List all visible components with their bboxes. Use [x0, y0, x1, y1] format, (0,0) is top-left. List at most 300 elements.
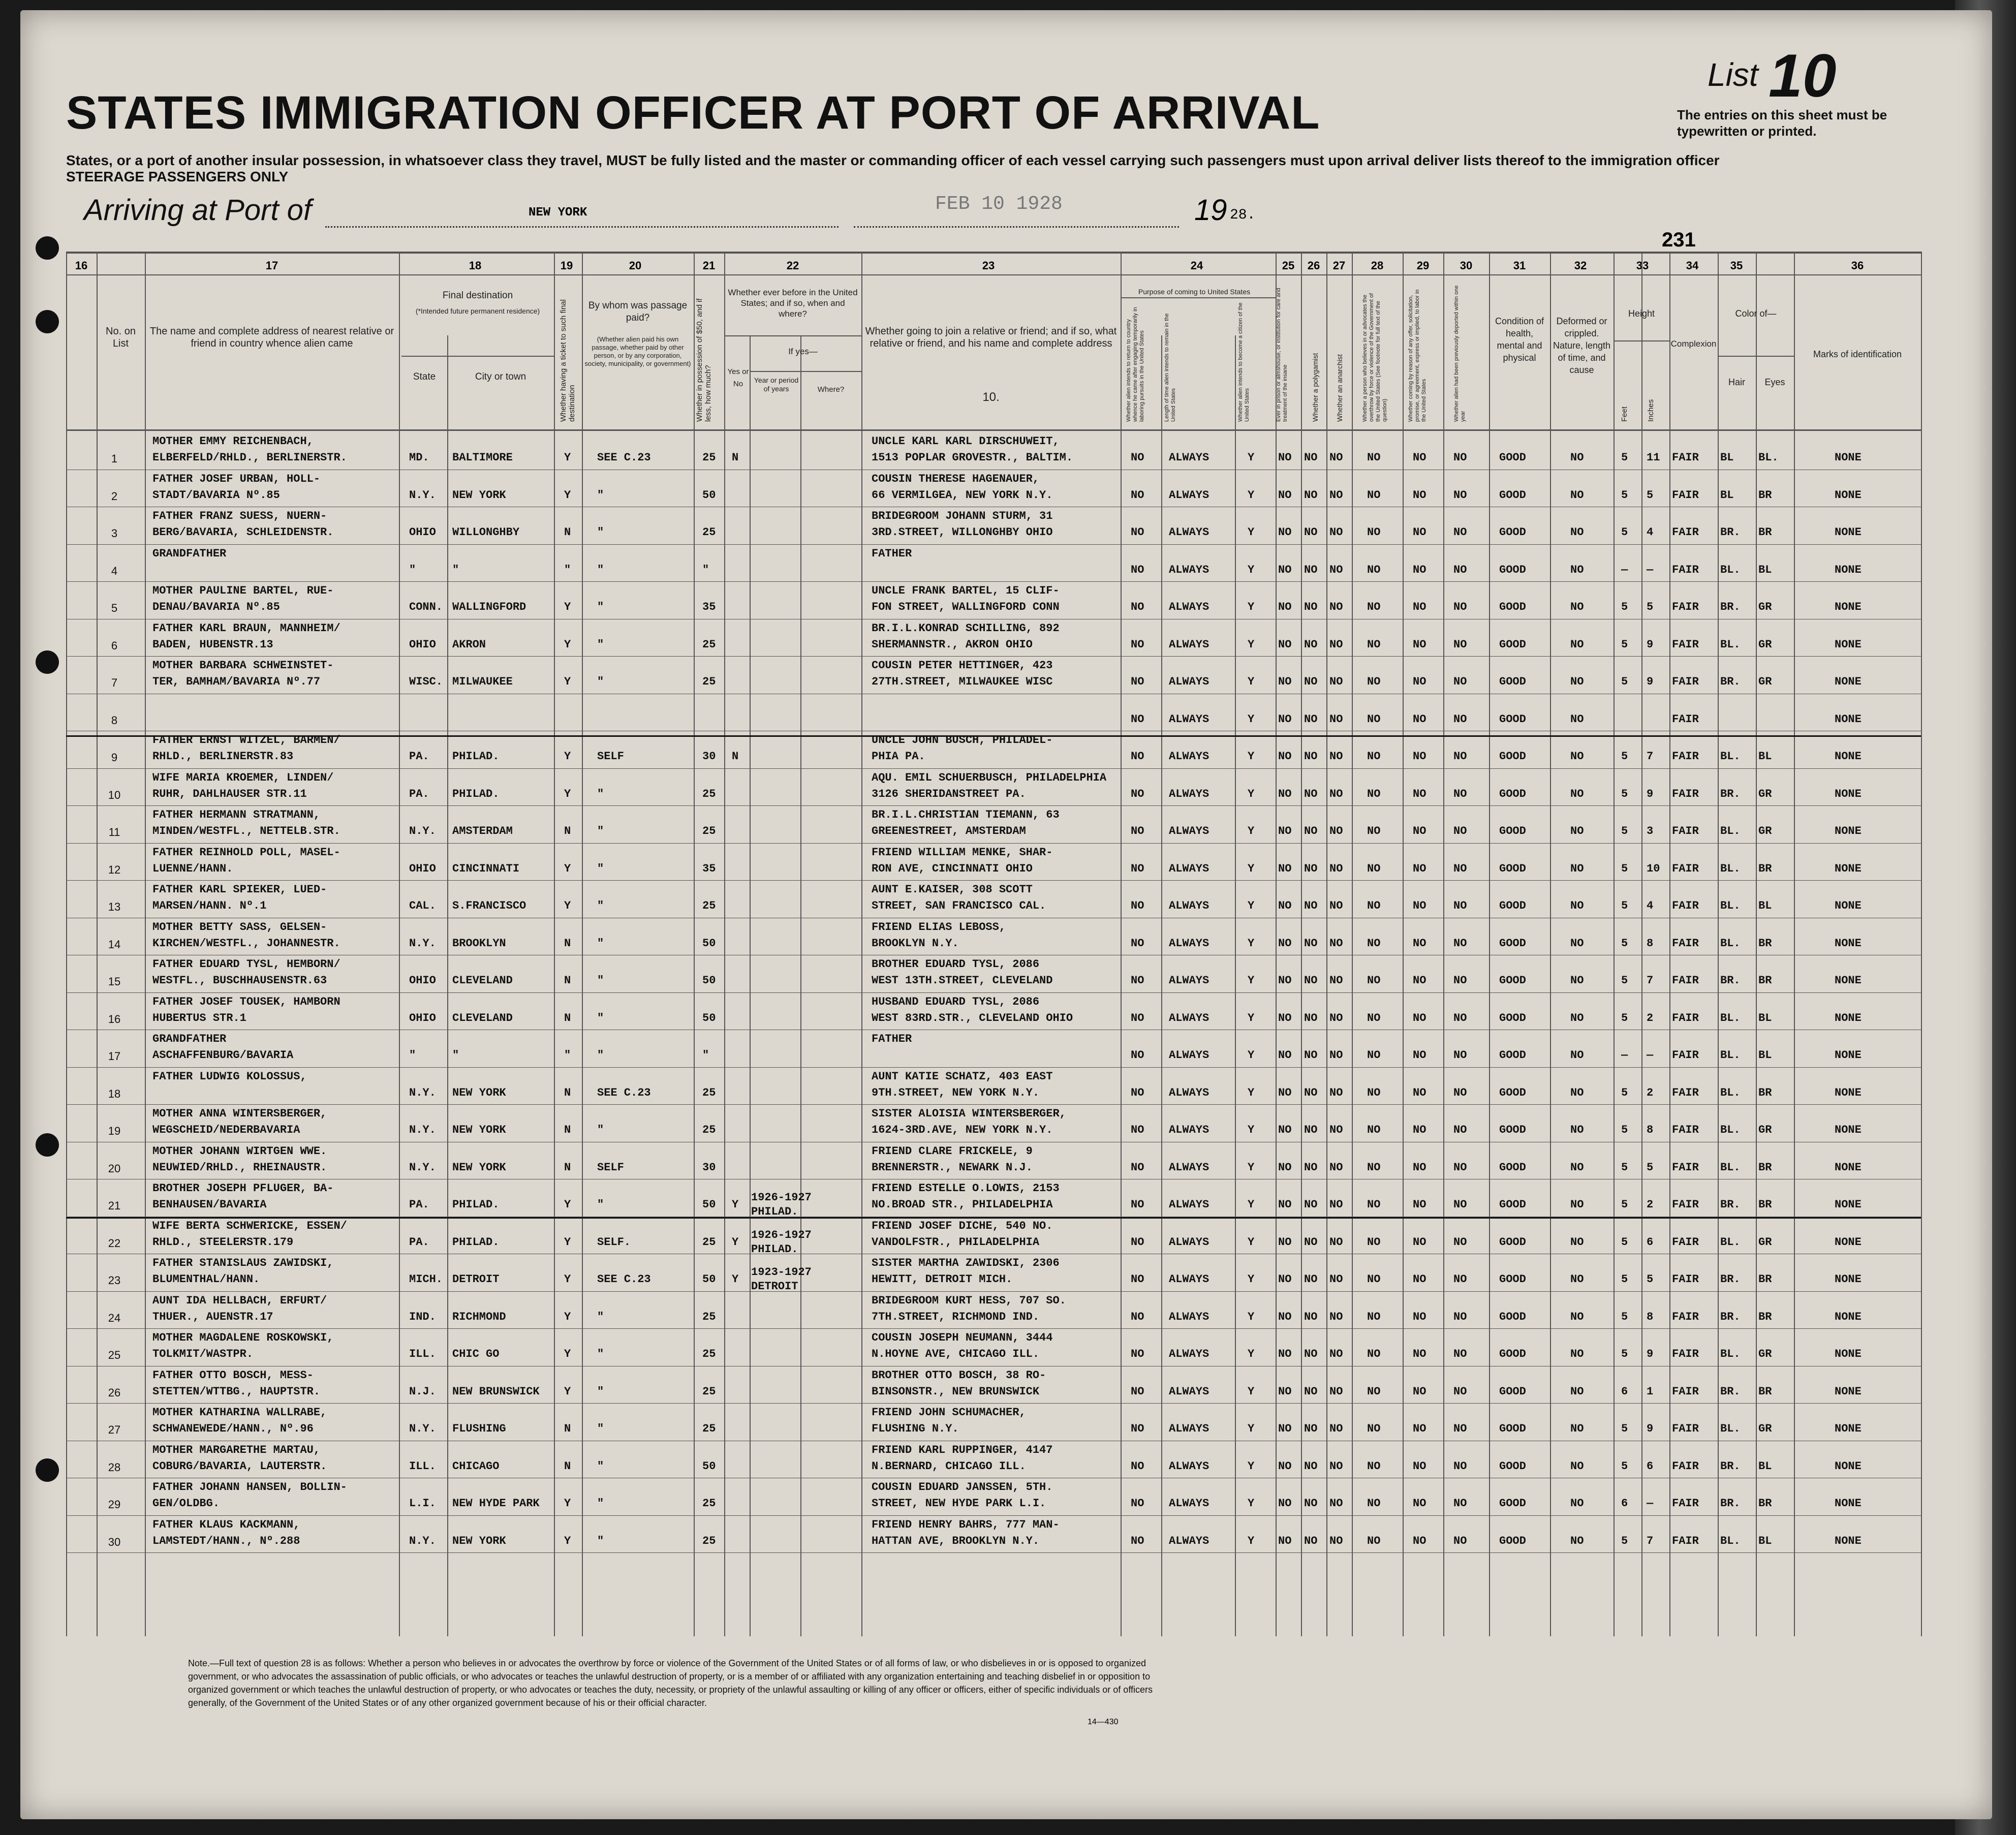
cell-poly: NO [1304, 1161, 1318, 1174]
cell-comp: FAIR [1672, 1310, 1699, 1323]
cell-comp: FAIR [1672, 899, 1699, 912]
cell-q28: NO [1367, 862, 1381, 875]
cell-ticket: N [564, 526, 571, 539]
column-divider [447, 335, 448, 1636]
relative-line-1: WIFE BERTA SCHWERICKE, ESSEN/ [152, 1219, 347, 1232]
cell-health: GOOD [1499, 1011, 1526, 1024]
joining-line-1: UNCLE JOHN BUSCH, PHILADEL- [872, 734, 1053, 747]
header-complexion: Complexion [1670, 339, 1717, 349]
cell-money: 25 [702, 1310, 716, 1323]
cell-p1: NO [1131, 1198, 1144, 1211]
cell-poly: NO [1304, 638, 1318, 651]
row-number: 7 [111, 676, 118, 689]
relative-line-2: BENHAUSEN/BAVARIA [152, 1198, 267, 1211]
cell-offer: NO [1413, 974, 1426, 987]
relative-line-1: MOTHER EMMY REICHENBACH, [152, 435, 314, 448]
cell-dep: NO [1453, 1161, 1467, 1174]
joining-line-2: HATTAN AVE, BROOKLYN N.Y. [872, 1534, 1040, 1547]
cell-state: PA. [409, 1198, 429, 1211]
joining-line-2: VANDOLFSTR., PHILADELPHIA [872, 1235, 1040, 1249]
cell-ft: 5 [1621, 974, 1628, 987]
cell-poly: NO [1304, 1534, 1318, 1547]
relative-line-1: MOTHER MAGDALENE ROSKOWSKI, [152, 1331, 334, 1344]
joining-line-2: HEWITT, DETROIT MICH. [872, 1273, 1013, 1286]
cell-prison: NO [1278, 712, 1292, 726]
cell-deform: NO [1570, 451, 1584, 464]
cell-state: MICH. [409, 1273, 443, 1286]
cell-ft: 5 [1621, 675, 1628, 688]
cell-p2: ALWAYS [1169, 1497, 1209, 1510]
column-number: 28 [1371, 259, 1384, 272]
cell-p2: ALWAYS [1169, 899, 1209, 912]
cell-eyes: BL [1758, 1459, 1772, 1473]
cell-dep: NO [1453, 638, 1467, 651]
cell-eyes: BL [1758, 899, 1772, 912]
column-divider [1641, 335, 1642, 1636]
row-divider [66, 992, 1921, 993]
cell-paid: " [597, 787, 604, 800]
cell-paid: " [597, 638, 604, 651]
header-if-yes: If yes— [788, 347, 818, 356]
cell-p1: NO [1131, 488, 1144, 502]
cell-health: GOOD [1499, 1422, 1526, 1435]
cell-ticket: N [564, 1124, 571, 1136]
cell-marks: NONE [1835, 1534, 1862, 1547]
column-number: 32 [1574, 259, 1587, 272]
cell-state: WISC. [409, 675, 443, 688]
cell-dep: NO [1453, 601, 1467, 613]
cell-p2: ALWAYS [1169, 1086, 1209, 1099]
cell-comp: FAIR [1672, 712, 1699, 726]
row-divider [66, 1104, 1921, 1105]
cell-comp: FAIR [1672, 1049, 1699, 1062]
row-number: 8 [111, 713, 118, 727]
cell-money: 25 [702, 787, 716, 800]
cell-offer: NO [1413, 1049, 1426, 1062]
cell-hair: BL [1720, 488, 1734, 502]
relative-line-2: COBURG/BAVARIA, LAUTERSTR. [152, 1459, 327, 1473]
joining-line-1: FRIEND ESTELLE O.LOWIS, 2153 [872, 1182, 1060, 1195]
cell-state: CAL. [409, 899, 436, 912]
cell-health: GOOD [1499, 1124, 1526, 1136]
joining-line-1: BROTHER EDUARD TYSL, 2086 [872, 958, 1040, 971]
cell-p3: Y [1248, 1422, 1255, 1435]
cell-anar: NO [1329, 1273, 1343, 1286]
cell-health: GOOD [1499, 488, 1526, 502]
cell-money: 25 [702, 899, 716, 912]
cell-dep: NO [1453, 750, 1467, 763]
cell-where: PHILAD. [751, 1242, 798, 1256]
cell-comp: FAIR [1672, 1422, 1699, 1435]
joining-line-1: SISTER ALOISIA WINTERSBERGER, [872, 1107, 1066, 1120]
joining-line-2: WEST 13TH.STREET, CLEVELAND [872, 974, 1053, 987]
joining-line-1: SISTER MARTHA ZAWIDSKI, 2306 [872, 1257, 1060, 1269]
cell-dep: NO [1453, 862, 1467, 875]
row-divider [66, 1067, 1921, 1068]
joining-line-2: N.HOYNE AVE, CHICAGO ILL. [872, 1348, 1040, 1360]
cell-offer: NO [1413, 1198, 1426, 1211]
row-number: 14 [108, 938, 121, 951]
cell-p2: ALWAYS [1169, 1459, 1209, 1473]
cell-p1: NO [1131, 899, 1144, 912]
cell-q28: NO [1367, 563, 1381, 576]
cell-city: NEW YORK [452, 1534, 506, 1547]
cell-eyes: BR [1758, 1086, 1772, 1099]
cell-paid: " [597, 563, 604, 576]
cell-poly: NO [1304, 712, 1318, 726]
joining-line-1: AUNT KATIE SCHATZ, 403 EAST [872, 1070, 1053, 1083]
cell-paid: " [597, 974, 604, 987]
cell-poly: NO [1304, 1273, 1318, 1286]
cell-ticket: Y [564, 750, 571, 763]
cell-money: 25 [702, 1348, 716, 1360]
cell-city: CINCINNATI [452, 862, 520, 875]
relative-line-1: FATHER OTTO BOSCH, MESS- [152, 1369, 314, 1382]
cell-marks: NONE [1835, 1385, 1862, 1398]
cell-city: NEW YORK [452, 1086, 506, 1099]
relative-line-1: FATHER HERMANN STRATMANN, [152, 808, 321, 821]
cell-offer: NO [1413, 750, 1426, 763]
cell-marks: NONE [1835, 1459, 1862, 1473]
cell-p2: ALWAYS [1169, 787, 1209, 800]
cell-comp: FAIR [1672, 488, 1699, 502]
cell-marks: NONE [1835, 1310, 1862, 1323]
cell-offer: NO [1413, 937, 1426, 950]
cell-anar: NO [1329, 750, 1343, 763]
joining-line-2: WEST 83RD.STR., CLEVELAND OHIO [872, 1011, 1073, 1024]
cell-p3: Y [1248, 1385, 1255, 1398]
joining-line-2: 3RD.STREET, WILLONGHBY OHIO [872, 526, 1053, 539]
cell-offer: NO [1413, 1124, 1426, 1136]
cell-marks: NONE [1835, 1161, 1862, 1174]
cell-paid: " [597, 937, 604, 950]
grid-line [724, 335, 861, 336]
cell-marks: NONE [1835, 488, 1862, 502]
cell-q28: NO [1367, 1161, 1381, 1174]
cell-eyes: GR [1758, 1124, 1772, 1136]
cell-anar: NO [1329, 899, 1343, 912]
cell-state: N.J. [409, 1385, 436, 1398]
joining-line-1: UNCLE KARL KARL DIRSCHUWEIT, [872, 435, 1060, 448]
cell-ticket: " [564, 1049, 571, 1062]
relative-line-2: LUENNE/HANN. [152, 862, 233, 875]
cell-money: 25 [702, 1385, 716, 1398]
column-number: 34 [1686, 259, 1699, 272]
cell-ticket: Y [564, 638, 571, 651]
row-number: 17 [108, 1050, 121, 1063]
header-health: Condition of health, mental and physical [1495, 316, 1544, 363]
header-final-destination: Final destination [442, 290, 513, 301]
cell-ticket: Y [564, 787, 571, 800]
relative-line-1: MOTHER JOHANN WIRTGEN WWE. [152, 1144, 327, 1158]
cell-anar: NO [1329, 974, 1343, 987]
cell-state: PA. [409, 1235, 429, 1249]
row-number: 20 [108, 1162, 121, 1175]
cell-q28: NO [1367, 1534, 1381, 1547]
cell-paid: " [597, 1310, 604, 1323]
column-divider [399, 252, 400, 1636]
cell-paid: " [597, 1422, 604, 1435]
cell-q28: NO [1367, 1348, 1381, 1360]
cell-poly: NO [1304, 488, 1318, 502]
cell-poly: NO [1304, 563, 1318, 576]
cell-p3: Y [1248, 974, 1255, 987]
cell-marks: NONE [1835, 1497, 1862, 1510]
joining-line-2: 1624-3RD.AVE, NEW YORK N.Y. [872, 1124, 1053, 1136]
cell-prison: NO [1278, 1086, 1292, 1099]
cell-p2: ALWAYS [1169, 1198, 1209, 1211]
cell-q28: NO [1367, 1422, 1381, 1435]
cell-marks: NONE [1835, 1011, 1862, 1024]
cell-p3: Y [1248, 488, 1255, 502]
cell-dep: NO [1453, 937, 1467, 950]
cell-in: — [1647, 563, 1654, 576]
cell-comp: FAIR [1672, 1086, 1699, 1099]
cell-eyes: GR [1758, 601, 1772, 613]
cell-state: ILL. [409, 1459, 436, 1473]
cell-ft: 5 [1621, 1011, 1628, 1024]
cell-p2: ALWAYS [1169, 1161, 1209, 1174]
cell-offer: NO [1413, 712, 1426, 726]
cell-hair: BL. [1720, 1011, 1741, 1024]
relative-line-1: GRANDFATHER [152, 1033, 227, 1045]
strike-line [66, 735, 1921, 737]
cell-yn: Y [732, 1273, 739, 1286]
cell-paid: " [597, 899, 604, 912]
cell-ticket: N [564, 1161, 571, 1174]
cell-anar: NO [1329, 1348, 1343, 1360]
cell-eyes: BL [1758, 1534, 1772, 1547]
cell-comp: FAIR [1672, 638, 1699, 651]
cell-money: 50 [702, 1273, 716, 1286]
cell-hair: BR. [1720, 526, 1741, 539]
row-number: 5 [111, 602, 118, 614]
date-line [854, 226, 1179, 228]
cell-anar: NO [1329, 638, 1343, 651]
cell-poly: NO [1304, 974, 1318, 987]
cell-comp: FAIR [1672, 563, 1699, 576]
relative-line-1: BROTHER JOSEPH PFLUGER, BA- [152, 1182, 334, 1195]
cell-p2: ALWAYS [1169, 601, 1209, 613]
cell-p2: ALWAYS [1169, 1273, 1209, 1286]
cell-prison: NO [1278, 1459, 1292, 1473]
cell-q28: NO [1367, 1273, 1381, 1286]
cell-q28: NO [1367, 1459, 1381, 1473]
cell-health: GOOD [1499, 451, 1526, 464]
cell-p2: ALWAYS [1169, 526, 1209, 539]
cell-ticket: N [564, 1086, 571, 1099]
cell-in: 5 [1647, 1273, 1654, 1286]
cell-p3: Y [1248, 1348, 1255, 1360]
row-divider [66, 1328, 1921, 1329]
cell-ticket: Y [564, 1310, 571, 1323]
cell-health: GOOD [1499, 750, 1526, 763]
cell-hair: BR. [1720, 974, 1741, 987]
grid-line [1718, 356, 1794, 357]
cell-deform: NO [1570, 1124, 1584, 1136]
relative-line-2: KIRCHEN/WESTFL., JOHANNESTR. [152, 937, 340, 950]
relative-line-1: MOTHER BETTY SASS, GELSEN- [152, 920, 327, 934]
cell-deform: NO [1570, 825, 1584, 837]
cell-city: NEW YORK [452, 1124, 506, 1136]
cell-dep: NO [1453, 488, 1467, 502]
cell-p1: NO [1131, 451, 1144, 464]
row-number: 10 [108, 788, 121, 801]
cell-deform: NO [1570, 675, 1584, 688]
cell-dep: NO [1453, 974, 1467, 987]
cell-p2: ALWAYS [1169, 1534, 1209, 1547]
joining-line-2: 9TH.STREET, NEW YORK N.Y. [872, 1086, 1040, 1099]
cell-dep: NO [1453, 1497, 1467, 1510]
cell-hair: BR. [1720, 787, 1741, 800]
cell-comp: FAIR [1672, 825, 1699, 837]
cell-dep: NO [1453, 899, 1467, 912]
cell-p3: Y [1248, 1161, 1255, 1174]
cell-q28: NO [1367, 451, 1381, 464]
cell-in: 2 [1647, 1198, 1654, 1211]
cell-state: PA. [409, 787, 429, 800]
relative-line-2: MINDEN/WESTFL., NETTELB.STR. [152, 825, 340, 837]
year-prefix: 19 [1194, 194, 1227, 227]
joining-line-2: 3126 SHERIDANSTREET PA. [872, 787, 1026, 800]
row-number: 28 [108, 1460, 121, 1474]
cell-anar: NO [1329, 1011, 1343, 1024]
cell-comp: FAIR [1672, 451, 1699, 464]
cell-offer: NO [1413, 1422, 1426, 1435]
header-purpose: Purpose of coming to United States [1138, 288, 1251, 296]
cell-anar: NO [1329, 1385, 1343, 1398]
cell-deform: NO [1570, 1497, 1584, 1510]
cell-money: 25 [702, 1497, 716, 1510]
footnote: Note.—Full text of question 28 is as follows: Whether a person who believes in or advocates the overthrow by force or violence of the Government of the United States or of all forms of law, or who disbelieves in or is opposed to organized government, or who advocates the assassination of public officials, or who advocates or teaches the unlawful destruction of property, or is a member of or affiliated with any organization entertaining and teaching disbelief in or opposition to organized government or which teaches the unlawful destruction of property, or who advocates or teaches the duty, necessity, or propriety of the unlawful assaulting or killing of any officer or officers, either of specific individuals or of officers generally, of the Government of the United States or of any other organized government because of his or their official character. [188, 1658, 1153, 1708]
relative-line-2: LAMSTEDT/HANN., Nº.288 [152, 1534, 300, 1547]
cell-health: GOOD [1499, 675, 1526, 688]
cell-p3: Y [1248, 675, 1255, 688]
column-divider [724, 252, 725, 1636]
cell-p1: NO [1131, 862, 1144, 875]
cell-money: 25 [702, 638, 716, 651]
grid-line [401, 356, 554, 357]
cell-anar: NO [1329, 1161, 1343, 1174]
header-passage-note: (Whether alien paid his own passage, whether paid by other person, or by any corporation, society, municipality, or government) [584, 335, 691, 367]
column-divider [1756, 252, 1757, 1636]
year-suffix: 28. [1230, 207, 1256, 223]
cell-state: N.Y. [409, 1422, 436, 1435]
cell-marks: NONE [1835, 451, 1862, 464]
cell-deform: NO [1570, 1198, 1584, 1211]
relative-line-2: STETTEN/WTTBG., HAUPTSTR. [152, 1385, 321, 1398]
joining-line-2: BINSONSTR., NEW BRUNSWICK [872, 1385, 1040, 1398]
cell-offer: NO [1413, 1086, 1426, 1099]
cell-ft: 5 [1621, 1310, 1628, 1323]
relative-line-2: TER, BAMHAM/BAVARIA Nº.77 [152, 675, 321, 688]
cell-ticket: N [564, 1422, 571, 1435]
cell-hair: BL [1720, 451, 1734, 464]
column-number: 30 [1460, 259, 1473, 272]
port-line [325, 226, 839, 228]
cell-marks: NONE [1835, 750, 1862, 763]
header-state: State [413, 371, 436, 382]
cell-p1: NO [1131, 1235, 1144, 1249]
cell-q28: NO [1367, 1049, 1381, 1062]
cell-deform: NO [1570, 488, 1584, 502]
cell-in: 6 [1647, 1235, 1654, 1249]
relative-line-2: GEN/OLDBG. [152, 1497, 220, 1510]
cell-anar: NO [1329, 1497, 1343, 1510]
cell-eyes: GR [1758, 825, 1772, 837]
cell-dep: NO [1453, 1385, 1467, 1398]
cell-city: NEW BRUNSWICK [452, 1385, 540, 1398]
cell-prison: NO [1278, 1534, 1292, 1547]
cell-poly: NO [1304, 937, 1318, 950]
joining-line-1: FRIEND KARL RUPPINGER, 4147 [872, 1443, 1053, 1456]
cell-anar: NO [1329, 862, 1343, 875]
cell-p2: ALWAYS [1169, 451, 1209, 464]
cell-marks: NONE [1835, 1124, 1862, 1136]
port-value: NEW YORK [529, 206, 587, 220]
cell-money: 25 [702, 1086, 716, 1099]
cell-offer: NO [1413, 1273, 1426, 1286]
row-number: 27 [108, 1423, 121, 1436]
row-number: 29 [108, 1498, 121, 1511]
cell-state: N.Y. [409, 1124, 436, 1136]
cell-ft: 5 [1621, 1273, 1628, 1286]
cell-state: L.I. [409, 1497, 436, 1510]
cell-money: 35 [702, 862, 716, 875]
cell-city: RICHMOND [452, 1310, 506, 1323]
cell-hair: BL. [1720, 1235, 1741, 1249]
header-passage: By whom was passage paid? [588, 300, 688, 323]
cell-hair: BL. [1720, 1049, 1741, 1062]
header-before-in-us: Whether ever before in the United States; and if so, when and where? [728, 288, 858, 319]
cell-poly: NO [1304, 787, 1318, 800]
column-divider [1921, 252, 1922, 1636]
cell-dep: NO [1453, 1348, 1467, 1360]
cell-where: PHILAD. [751, 1205, 798, 1218]
cell-money: 50 [702, 488, 716, 502]
cell-q28: NO [1367, 899, 1381, 912]
cell-money: 25 [702, 526, 716, 539]
joining-line-2: 7TH.STREET, RICHMOND IND. [872, 1310, 1040, 1323]
cell-health: GOOD [1499, 1310, 1526, 1323]
cell-ft: 5 [1621, 862, 1628, 875]
joining-line-2: BRENNERSTR., NEWARK N.J. [872, 1161, 1033, 1174]
header-offer: Whether coming by reason of any offer, solicitation, promise, or agreement, express or implied, to labor in the United States [1408, 289, 1427, 422]
cell-hair: BR. [1720, 601, 1741, 613]
cell-ticket: Y [564, 451, 571, 464]
cell-prison: NO [1278, 526, 1292, 539]
cell-comp: FAIR [1672, 1273, 1699, 1286]
joining-line-1: FATHER [872, 547, 912, 560]
cell-eyes: BR [1758, 1273, 1772, 1286]
cell-in: 9 [1647, 1348, 1654, 1360]
cell-year: 1923-1927 [751, 1266, 812, 1279]
column-number: 31 [1513, 259, 1526, 272]
cell-marks: NONE [1835, 1235, 1862, 1249]
cell-money: 30 [702, 750, 716, 763]
cell-p2: ALWAYS [1169, 1011, 1209, 1024]
cell-in: 2 [1647, 1086, 1654, 1099]
cell-poly: NO [1304, 1049, 1318, 1062]
cell-ticket: Y [564, 899, 571, 912]
joining-line-1: FRIEND CLARE FRICKELE, 9 [872, 1144, 1033, 1158]
cell-eyes: BR [1758, 862, 1772, 875]
cell-city: PHILAD. [452, 1198, 500, 1211]
column-divider [1403, 252, 1404, 1636]
cell-paid: " [597, 675, 604, 688]
column-divider [1718, 252, 1719, 1636]
joining-line-1: FRIEND ELIAS LEBOSS, [872, 920, 1006, 934]
